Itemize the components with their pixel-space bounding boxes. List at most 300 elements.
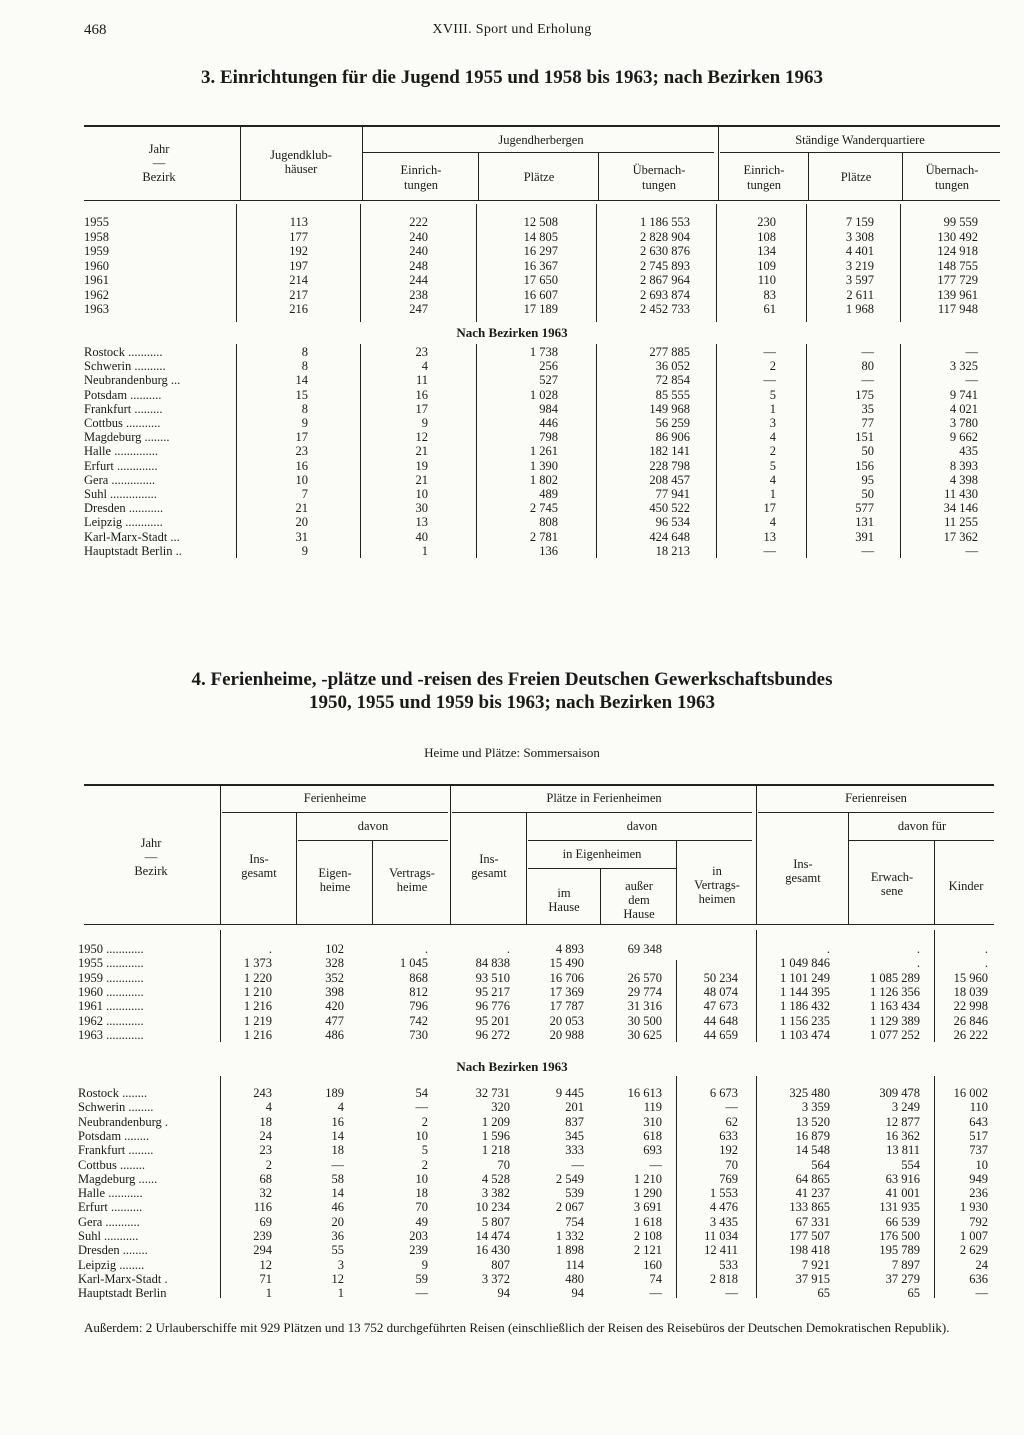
t3-district-cell: 10 [415, 487, 428, 501]
t4-year-cell: 328 [325, 956, 344, 971]
t4-district-row [0, 1258, 1024, 1272]
t4-district-cell: 1 332 [555, 1229, 584, 1243]
t4-district-cell: 110 [969, 1100, 988, 1115]
t4-year-row [0, 999, 1024, 1013]
t4-year-cell: . [268, 942, 272, 956]
t4-year-cell: 730 [409, 1027, 428, 1042]
t4-district-row-label: Neubrandenburg . [78, 1114, 169, 1129]
t4-year-cell: 44 648 [703, 1013, 738, 1028]
t4-district-row [0, 1172, 1024, 1186]
t4-year-cell: 93 510 [475, 970, 510, 985]
t3-district-cell: — [861, 373, 874, 388]
t4-head-in: in [712, 864, 722, 878]
t4-district-cell: 320 [491, 1100, 510, 1115]
t4-district-cell: 1 209 [481, 1114, 510, 1129]
t3-district-cell: 5 [769, 387, 776, 402]
t4-district-cell: 3 249 [891, 1100, 920, 1115]
t3-district-cell: 35 [861, 401, 874, 416]
t3-year-cell: 222 [409, 215, 428, 229]
t3-district-row-label: Karl-Marx-Stadt ... [84, 529, 180, 544]
t4-head-im: im [557, 886, 571, 900]
t3-district-cell: 3 325 [949, 359, 978, 374]
t3-year-row [0, 273, 1024, 287]
t3-district-cell: 15 [295, 387, 308, 402]
t4-district-cell: 7 897 [891, 1257, 920, 1272]
t4-district-cell: 294 [253, 1243, 272, 1258]
t4-year-cell: 1 049 846 [780, 956, 830, 971]
t4-district-cell: 13 520 [795, 1114, 830, 1129]
t4-year-cell: . [826, 942, 830, 956]
t4-district-row [0, 1200, 1024, 1214]
t4-district-cell: 16 613 [627, 1086, 662, 1100]
t4-year-cell: 742 [409, 1013, 428, 1028]
t4-district-cell: 3 [337, 1257, 344, 1272]
t3-district-cell: 4 [769, 430, 776, 445]
t3-year-row-label: 1958 [84, 229, 109, 244]
t4-district-cell: 5 807 [481, 1214, 510, 1229]
t3-district-row-label: Schwerin .......... [84, 359, 166, 374]
t4-district-row-label: Karl-Marx-Stadt . [78, 1271, 168, 1286]
t3-head-jahr: Jahr [148, 142, 170, 156]
t4-district-cell: 949 [969, 1171, 988, 1186]
t4-district-cell: 16 362 [885, 1128, 920, 1143]
t3-district-cell: 21 [295, 501, 308, 516]
t4-district-cell: 18 [331, 1143, 344, 1158]
t4-head-vertrags: Vertrags- [694, 878, 740, 892]
t4-district-row [0, 1143, 1024, 1157]
t3-district-cell: 9 [301, 543, 308, 558]
t3-district-row-label: Suhl ............... [84, 487, 157, 501]
t4-year-cell: 95 217 [475, 984, 510, 999]
t4-district-cell: 1 596 [481, 1128, 510, 1143]
t4-district-row-label: Dresden ........ [78, 1243, 148, 1258]
t4-year-cell: 486 [325, 1027, 344, 1042]
t3-district-cell: 9 662 [949, 430, 978, 445]
t3-district-cell: 2 745 [529, 501, 558, 516]
t3-district-cell: 151 [855, 430, 874, 445]
t4-district-cell: 201 [565, 1100, 584, 1115]
t4-year-cell: . [984, 942, 988, 956]
t4-year-cell: . [916, 956, 920, 971]
t3-year-cell: 2 745 893 [640, 258, 690, 273]
t3-year-row [0, 288, 1024, 302]
t3-district-cell: 391 [855, 529, 874, 544]
t3-district-row [0, 487, 1024, 501]
t4-district-cell: 633 [719, 1128, 738, 1143]
t4-district-cell: 554 [901, 1157, 920, 1172]
t3-district-row-label: Cottbus ........... [84, 416, 161, 430]
t3-district-cell: 527 [539, 373, 558, 388]
t4-district-cell: 192 [719, 1143, 738, 1158]
t4-year-row-label: 1959 ............ [78, 970, 144, 985]
t4-district-cell: 74 [649, 1271, 662, 1286]
t4-district-row [0, 1086, 1024, 1100]
t4-district-row [0, 1186, 1024, 1200]
t4-district-cell: 3 691 [633, 1200, 662, 1215]
t4-district-row-label: Magdeburg ...... [78, 1171, 158, 1186]
t4-district-cell: 1 [337, 1286, 344, 1301]
t4-district-cell: 239 [409, 1243, 428, 1258]
t4-year-cell: 1 186 432 [780, 999, 830, 1014]
t4-district-cell: 3 372 [481, 1271, 510, 1286]
t4-district-cell: 65 [817, 1286, 830, 1301]
t4-year-cell: 477 [325, 1013, 344, 1028]
t4-district-row [0, 1286, 1024, 1300]
t3-district-row [0, 416, 1024, 430]
t4-district-cell: 18 [259, 1114, 272, 1129]
t3-year-row [0, 244, 1024, 258]
t4-district-cell: 195 789 [879, 1243, 920, 1258]
t4-district-cell: 4 [265, 1100, 272, 1115]
t4-district-cell: 24 [259, 1128, 272, 1143]
t4-district-cell: 198 418 [789, 1243, 830, 1258]
t4-year-cell: 96 776 [475, 999, 510, 1014]
t4-district-cell: 12 [331, 1271, 344, 1286]
t4-district-cell: 116 [253, 1200, 272, 1215]
t3-year-row [0, 215, 1024, 229]
t3-district-cell: 18 213 [655, 543, 690, 558]
t3-year-cell: 1 968 [845, 302, 874, 316]
t4-district-cell: 13 811 [886, 1143, 920, 1158]
t4-head-kinder: Kinder [948, 879, 984, 893]
t4-year-cell: 420 [325, 999, 344, 1014]
t4-year-cell: 20 053 [549, 1013, 584, 1028]
t3-district-cell: 34 146 [943, 501, 978, 516]
t3-year-cell: 247 [409, 302, 428, 316]
t3-head-jugendklub-1: Jugendklub- [270, 148, 332, 162]
t3-year-cell: 2 693 874 [640, 287, 690, 302]
t3-year-cell: 216 [289, 302, 308, 316]
t3-district-cell: 808 [539, 515, 558, 530]
t4-district-cell: 5 [421, 1143, 428, 1158]
t4-district-row-label: Suhl ........... [78, 1229, 139, 1243]
t3-district-cell: 149 968 [649, 401, 690, 416]
t4-district-cell: 792 [969, 1214, 988, 1229]
t4-district-cell: 16 [331, 1114, 344, 1129]
t3-year-cell: 240 [409, 229, 428, 244]
t4-district-cell: 1 007 [959, 1229, 988, 1243]
t4-year-cell: 17 369 [549, 984, 584, 999]
t3-year-cell: 177 729 [937, 273, 978, 287]
t4-head-insg-2c: gesamt [785, 871, 821, 885]
t3-year-cell: 240 [409, 244, 428, 258]
t3-district-cell: — [965, 543, 978, 558]
t4-year-row [0, 985, 1024, 999]
t3-year-cell: 99 559 [943, 215, 978, 229]
t3-year-cell: 2 611 [846, 287, 874, 302]
t3-district-cell: 17 [415, 401, 428, 416]
t3-district-cell: 7 [301, 487, 308, 501]
t3-year-cell: 109 [757, 258, 776, 273]
t4-district-cell: 2 121 [633, 1243, 662, 1258]
t4-district-cell: 32 731 [475, 1086, 510, 1100]
t4-district-cell: 345 [565, 1128, 584, 1143]
t4-year-cell: 15 960 [953, 970, 988, 985]
t3-head-einrich-2b: tungen [746, 178, 782, 192]
t3-district-cell: 4 021 [949, 401, 978, 416]
t4-district-cell: 63 916 [885, 1171, 920, 1186]
t4-district-cell: 16 430 [475, 1243, 510, 1258]
t4-district-cell: 243 [253, 1086, 272, 1100]
t3-district-row-label: Frankfurt ......... [84, 401, 163, 416]
t3-district-row-label: Hauptstadt Berlin .. [84, 543, 182, 558]
t4-year-cell: 30 625 [627, 1027, 662, 1042]
t4-head-dem: dem [628, 893, 650, 907]
t3-year-cell: 134 [757, 244, 776, 258]
t4-district-cell: 23 [259, 1143, 272, 1158]
t3-district-cell: 21 [415, 472, 428, 487]
t4-district-cell: 18 [415, 1186, 428, 1201]
t4-district-cell: 4 [337, 1100, 344, 1115]
t4-year-cell: 16 706 [549, 970, 584, 985]
t4-year-cell: 1 220 [243, 970, 272, 985]
t4-district-cell: 3 382 [481, 1186, 510, 1201]
t4-district-cell: 12 411 [704, 1243, 738, 1258]
t4-district-cell: — [571, 1157, 584, 1172]
t4-district-cell: 10 [975, 1157, 988, 1172]
t4-district-cell: 36 [331, 1229, 344, 1243]
t4-year-cell: 812 [409, 984, 428, 999]
t4-district-cell: 754 [565, 1214, 584, 1229]
t3-district-row [0, 359, 1024, 373]
t4-district-cell: 2 818 [709, 1271, 738, 1286]
t3-district-cell: 156 [855, 458, 874, 473]
t3-district-cell: 77 941 [655, 487, 690, 501]
t4-year-cell: 69 348 [627, 942, 662, 956]
t3-district-row [0, 544, 1024, 558]
t3-district-row-label: Erfurt ............. [84, 458, 158, 473]
t4-district-cell: — [975, 1286, 988, 1301]
t4-district-cell: 16 879 [795, 1128, 830, 1143]
t3-district-cell: 1 802 [529, 472, 558, 487]
t4-year-cell: 4 893 [555, 942, 584, 956]
t3-district-cell: 798 [539, 430, 558, 445]
t4-district-cell: 46 [331, 1200, 344, 1215]
t3-year-cell: 117 948 [937, 302, 978, 316]
t4-district-cell: 14 474 [475, 1229, 510, 1243]
t4-year-cell: 44 659 [703, 1027, 738, 1042]
t4-district-cell: 3 435 [709, 1214, 738, 1229]
t4-year-cell: 30 500 [627, 1013, 662, 1028]
t4-district-cell: 2 [265, 1157, 272, 1172]
t3-district-cell: 9 741 [949, 387, 978, 402]
table4-subtitle: Heime und Plätze: Sommersaison [424, 745, 600, 760]
t3-district-cell: 11 [415, 373, 428, 388]
t3-district-cell: 3 780 [949, 416, 978, 430]
t4-district-row-label: Leipzig ........ [78, 1257, 145, 1272]
t4-district-cell: 564 [811, 1157, 830, 1172]
t4-year-row-label: 1950 ............ [78, 942, 144, 956]
t4-district-cell: 65 [907, 1286, 920, 1301]
t4-district-row-label: Hauptstadt Berlin [78, 1286, 167, 1301]
t3-district-cell: 208 457 [649, 472, 690, 487]
t3-district-cell: 96 534 [655, 515, 690, 530]
t3-district-cell: 16 [415, 387, 428, 402]
t4-district-cell: 9 445 [555, 1086, 584, 1100]
t4-year-cell: . [984, 956, 988, 971]
t4-district-cell: 2 108 [633, 1229, 662, 1243]
t3-district-cell: 14 [295, 373, 308, 388]
t3-year-cell: 130 492 [937, 229, 978, 244]
t3-district-cell: 228 798 [649, 458, 690, 473]
t3-year-cell: 113 [289, 215, 308, 229]
t4-district-cell: 54 [415, 1086, 428, 1100]
t3-year-row-label: 1960 [84, 258, 109, 273]
t3-district-cell: 131 [855, 515, 874, 530]
t4-district-cell: 32 [259, 1186, 272, 1201]
t3-district-cell: 72 854 [655, 373, 690, 388]
t4-district-row-label: Cottbus ........ [78, 1157, 146, 1172]
t3-year-cell: 217 [289, 287, 308, 302]
t3-head-dash: — [152, 156, 166, 170]
t4-district-cell: 517 [969, 1128, 988, 1143]
t3-section-bezirke: Nach Bezirken 1963 [456, 325, 568, 340]
t4-district-cell: 9 [421, 1257, 428, 1272]
t3-district-row-label: Rostock ........... [84, 345, 163, 359]
t3-year-cell: 139 961 [937, 287, 978, 302]
t3-head-ueber-2a: tungen [641, 178, 677, 192]
t4-district-cell: 119 [643, 1100, 662, 1115]
t4-head-bezirk: Bezirk [134, 864, 168, 878]
t4-head-insg-1c: Ins- [793, 857, 813, 871]
t4-district-cell: — [415, 1100, 428, 1115]
t3-head-einrich-2a: tungen [403, 178, 439, 192]
t3-year-cell: 238 [409, 287, 428, 302]
t3-year-cell: 4 401 [845, 244, 874, 258]
t4-district-cell: 189 [325, 1086, 344, 1100]
t4-head-insg-1b: Ins- [479, 852, 499, 866]
t4-district-cell: 70 [725, 1157, 738, 1172]
t3-district-cell: 8 [301, 345, 308, 359]
t3-year-cell: 3 597 [845, 273, 874, 287]
t4-district-cell: 533 [719, 1257, 738, 1272]
t4-district-row-label: Halle ........... [78, 1186, 143, 1201]
table4-title-line2: 1950, 1955 und 1959 bis 1963; nach Bezirken 1963 [309, 692, 715, 713]
t4-district-cell: 133 865 [789, 1200, 830, 1215]
t3-district-row [0, 530, 1024, 544]
t3-district-cell: — [763, 543, 776, 558]
t3-year-row-label: 1955 [84, 215, 109, 229]
t4-head-dash: — [144, 850, 158, 864]
t3-year-cell: 230 [757, 215, 776, 229]
t4-year-cell: 15 490 [549, 956, 584, 971]
t3-year-cell: 214 [289, 273, 308, 287]
t4-year-row-label: 1962 ............ [78, 1013, 144, 1028]
t3-district-cell: 5 [769, 458, 776, 473]
t3-head-einrich-1b: Einrich- [743, 163, 785, 177]
t4-district-cell: 309 478 [879, 1086, 920, 1100]
t4-district-cell: 333 [565, 1143, 584, 1158]
t4-district-cell: 10 [415, 1128, 428, 1143]
t4-district-cell: 1 290 [633, 1186, 662, 1201]
t3-year-row-label: 1959 [84, 244, 109, 258]
t4-district-cell: 16 002 [953, 1086, 988, 1100]
t4-district-row [0, 1100, 1024, 1114]
t3-district-cell: 13 [415, 515, 428, 530]
t4-district-cell: 480 [565, 1271, 584, 1286]
t3-district-row-label: Neubrandenburg ... [84, 373, 181, 388]
t3-district-cell: 4 [421, 359, 428, 374]
t3-district-cell: 85 555 [655, 387, 690, 402]
t4-district-row [0, 1243, 1024, 1257]
t4-district-cell: 10 [415, 1171, 428, 1186]
t3-district-cell: 31 [295, 529, 308, 544]
t3-district-row [0, 515, 1024, 529]
t3-district-cell: 17 362 [943, 529, 978, 544]
t4-year-cell: 1 085 289 [870, 970, 920, 985]
t3-district-row [0, 373, 1024, 387]
t4-head-ausser: außer [625, 879, 653, 893]
t3-year-cell: 108 [757, 229, 776, 244]
t3-head-jugendklub-2: häuser [284, 162, 318, 176]
t3-district-row-label: Gera .............. [84, 472, 156, 487]
t4-head-davon-b: davon [626, 819, 658, 833]
t3-district-cell: 1 028 [529, 387, 558, 402]
t4-year-cell: 26 222 [953, 1027, 988, 1042]
t4-year-cell: 17 787 [549, 999, 584, 1014]
t3-year-cell: 14 805 [523, 229, 558, 244]
t3-year-row-label: 1962 [84, 287, 109, 302]
t3-district-cell: 3 [769, 416, 776, 430]
t4-district-row [0, 1158, 1024, 1172]
footnote: Außerdem: 2 Urlauberschiffe mit 929 Plätzen und 13 752 durchgeführten Reisen (einschließlich der Reisen des Reisebüros der Deutschen Demokratischen Republik). [84, 1320, 950, 1335]
t3-district-cell: 424 648 [649, 529, 690, 544]
t4-year-cell: 352 [325, 970, 344, 985]
t4-year-cell: 1 144 395 [780, 984, 830, 999]
t4-year-row [0, 971, 1024, 985]
t4-district-cell: 643 [969, 1114, 988, 1129]
t4-district-cell: 177 507 [789, 1229, 830, 1243]
t4-district-cell: 2 [421, 1114, 428, 1129]
t3-district-cell: 11 430 [944, 487, 978, 501]
t4-year-row-label: 1961 ............ [78, 999, 144, 1014]
t4-district-cell: 737 [969, 1143, 988, 1158]
t4-district-cell: 37 915 [795, 1271, 830, 1286]
t4-year-row [0, 1014, 1024, 1028]
t4-district-cell: — [725, 1100, 738, 1115]
t4-year-cell: 868 [409, 970, 428, 985]
t3-district-cell: 4 398 [949, 472, 978, 487]
t3-year-cell: 2 452 733 [640, 302, 690, 316]
t3-year-cell: 3 308 [845, 229, 874, 244]
t4-head-hause-b: Hause [623, 907, 655, 921]
t4-year-cell: 1 163 434 [870, 999, 920, 1014]
t4-year-cell: 1 373 [243, 956, 272, 971]
t4-district-cell: 20 [331, 1214, 344, 1229]
t4-district-row-label: Frankfurt ........ [78, 1143, 154, 1158]
t3-year-cell: 16 297 [523, 244, 558, 258]
t3-district-cell: 36 052 [655, 359, 690, 374]
t3-district-row-label: Dresden ........... [84, 501, 164, 516]
t4-district-cell: 94 [571, 1286, 584, 1301]
t3-year-row [0, 302, 1024, 316]
t4-head-erwachs-2: sene [880, 884, 904, 898]
t4-district-row-label: Gera ........... [78, 1214, 140, 1229]
t4-head-insg-2b: gesamt [471, 866, 507, 880]
t4-year-cell: 22 998 [953, 999, 988, 1014]
t3-district-cell: 450 522 [649, 501, 690, 516]
t4-district-row-label: Rostock ........ [78, 1086, 148, 1100]
t3-year-cell: 16 607 [523, 287, 558, 302]
t3-head-plaetze-a: Plätze [523, 170, 555, 184]
t4-year-cell: 48 074 [703, 984, 738, 999]
t3-head-plaetze-b: Plätze [840, 170, 872, 184]
t4-district-cell: 24 [975, 1257, 988, 1272]
t4-section-bezirke: Nach Bezirken 1963 [456, 1059, 568, 1074]
t3-district-cell: 77 [861, 416, 874, 430]
t4-district-cell: 618 [643, 1128, 662, 1143]
t3-district-row [0, 388, 1024, 402]
